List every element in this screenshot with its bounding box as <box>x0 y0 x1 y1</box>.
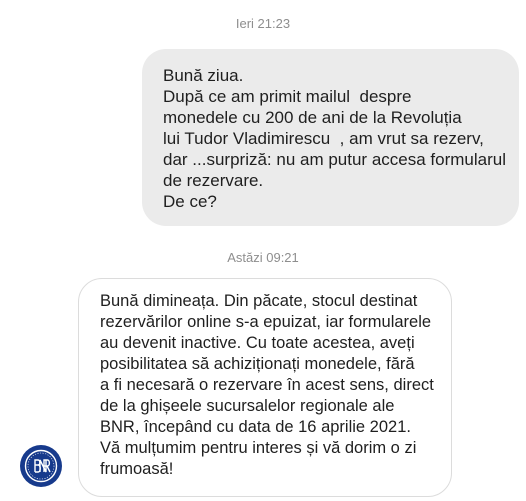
message-line: Bună ziua. <box>163 66 244 85</box>
message-line: au devenit inactive. Cu toate acestea, aveți <box>100 334 415 352</box>
message-line: După ce am primit mailul despre <box>163 87 412 106</box>
message-line: de la ghișeele sucursalelor regionale ale <box>100 397 395 415</box>
message-timestamp: Astăzi 09:21 <box>227 250 299 265</box>
message-line: frumoasă! <box>100 460 174 478</box>
message-line: posibilitatea să achiziționați monedele, fără <box>100 355 415 373</box>
message-line: de rezervare. <box>163 171 264 190</box>
sender-avatar[interactable] <box>20 445 62 487</box>
message-timestamp: Ieri 21:23 <box>235 16 291 31</box>
message-line: monedele cu 200 de ani de la Revoluția <box>163 108 462 127</box>
message-line: De ce? <box>163 192 217 211</box>
bnr-logo-icon <box>20 445 62 487</box>
outgoing-message-bubble[interactable] <box>142 49 519 226</box>
incoming-message-bubble[interactable] <box>78 278 452 497</box>
message-line: BNR, începând cu data de 16 aprilie 2021. <box>100 418 411 436</box>
message-line: rezervărilor online s-a epuizat, iar formularele <box>100 313 432 331</box>
message-line: a fi necesară o rezervare în acest sens, direct <box>100 376 434 394</box>
message-line: dar ...surpriză: nu am putur accesa formularul <box>163 150 506 169</box>
message-line: lui Tudor Vladimirescu , am vrut sa rezerv, <box>163 129 484 148</box>
message-line: Bună dimineața. Din păcate, stocul destinat <box>100 292 418 310</box>
message-line: Vă mulțumim pentru interes și vă dorim o zi <box>100 439 417 457</box>
